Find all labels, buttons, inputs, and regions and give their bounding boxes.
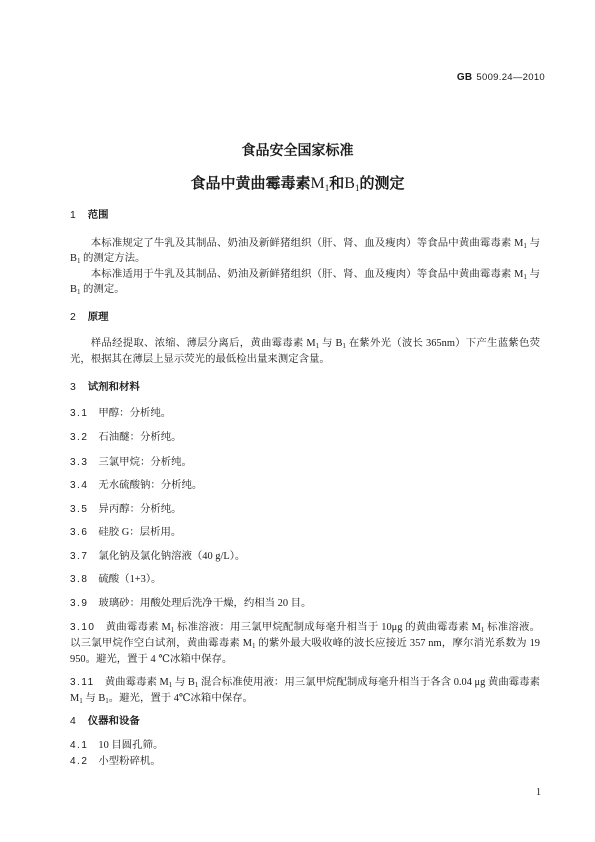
- clause-text: 950。避光，置于 4 ℃冰箱中保存。: [70, 654, 233, 665]
- subscript: 1: [168, 681, 173, 689]
- section-heading-principle: [70, 311, 540, 325]
- scope-para1-line1: [70, 237, 540, 251]
- paragraph-text: 光，根据其在薄层上显示荧光的最低检出量来测定含量。: [70, 354, 330, 365]
- subscript: 1: [252, 642, 256, 650]
- title-text: M: [310, 175, 325, 192]
- clause-number: 3.10: [70, 622, 96, 633]
- clause-item: [70, 503, 540, 517]
- clause-number: 3.9: [70, 598, 89, 609]
- scope-para1-line2: [70, 252, 540, 266]
- clause-item-line1: [70, 676, 540, 690]
- section-title: 仪器和设备: [87, 716, 140, 727]
- clause-text: 以三氯甲烷作空白试剂，黄曲霉毒素 M: [70, 638, 253, 649]
- clause-item-line2: [70, 692, 540, 706]
- clause-number: 3.6: [70, 527, 89, 538]
- section-number: 4: [70, 716, 76, 727]
- clause-text: 异丙醇：分析纯。: [98, 504, 182, 515]
- clause-text: 的紫外最大吸收峰的波长应接近 357 nm，摩尔消光系数为 19: [255, 638, 540, 649]
- clause-text: 标准溶液：用三氯甲烷配制成每毫升相当于 10μg 的黄曲霉毒素 M: [174, 622, 481, 633]
- clause-item: [70, 573, 540, 587]
- clause-number: 3.7: [70, 551, 89, 562]
- page-number: 1: [536, 787, 541, 798]
- clause-text: 玻璃砂：用酸处理后洗净干燥，约相当 20 目。: [98, 598, 312, 609]
- subscript: 1: [480, 626, 485, 634]
- subscript: 1: [523, 242, 527, 250]
- clause-item: [70, 479, 540, 493]
- title-text: 食品中黄曲霉毒素: [190, 175, 311, 192]
- clause-text: 小型粉碎机。: [98, 756, 161, 767]
- principle-para-line1: [70, 337, 540, 351]
- section-number: 2: [70, 312, 76, 323]
- clause-text: 硫酸（1+3）。: [98, 574, 162, 585]
- paragraph-text: 的测定方法。: [80, 253, 146, 264]
- paragraph-text: 与: [526, 269, 540, 280]
- clause-text: 石油醚：分析纯。: [98, 432, 182, 443]
- section-title: 试剂和材料: [87, 382, 140, 393]
- clause-text: 与 B: [82, 693, 106, 704]
- section-number: 3: [70, 382, 76, 393]
- paragraph-text: B: [70, 284, 77, 295]
- clause-text: 10 目圆孔筛。: [98, 740, 164, 751]
- paragraph-text: 与 B: [319, 338, 343, 349]
- scope-para2-line2: [70, 283, 540, 297]
- paragraph-text: 样品经提取、浓缩、薄层分离后，黄曲霉毒素 M: [90, 338, 316, 349]
- section-heading-apparatus: [70, 715, 540, 729]
- subscript: 1: [523, 273, 527, 281]
- subscript: 1: [342, 342, 346, 350]
- subscript: 1: [76, 257, 81, 265]
- clause-item: [70, 755, 540, 769]
- clause-item-line1: [70, 621, 540, 635]
- standard-code-number: 5009.24—2010: [476, 72, 545, 83]
- clause-number: 3.3: [70, 457, 89, 468]
- clause-number: 3.8: [70, 574, 89, 585]
- clause-number: 3.1: [70, 408, 89, 419]
- section-title: 范围: [87, 210, 109, 221]
- subscript: 1: [354, 183, 360, 193]
- clause-text: 三氯甲烷：分析纯。: [98, 457, 192, 468]
- clause-item: [70, 431, 540, 445]
- clause-number: 4.1: [70, 740, 89, 751]
- subscript: 1: [315, 342, 320, 350]
- clause-item: [70, 456, 540, 470]
- section-heading-reagents: [70, 381, 540, 395]
- clause-text: 黄曲霉毒素 M: [104, 677, 169, 688]
- clause-text: 甲醇：分析纯。: [98, 408, 172, 419]
- paragraph-text: 本标准适用于牛乳及其制品、奶油及新鲜猪组织（肝、肾、血及瘦肉）等食品中黄曲霉毒素 M: [90, 269, 524, 280]
- clause-item-line2: [70, 637, 540, 651]
- principle-para-line2: [70, 353, 540, 367]
- paragraph-text: B: [70, 253, 77, 264]
- clause-number: 4.2: [70, 756, 89, 767]
- clause-item: [70, 550, 540, 564]
- document-title-sub: [0, 174, 595, 194]
- clause-item: [70, 739, 540, 753]
- subscript: 1: [324, 183, 330, 193]
- paragraph-text: 的测定。: [80, 284, 125, 295]
- standard-code: [457, 71, 545, 85]
- subscript: 1: [105, 697, 109, 705]
- clause-text: 与 B: [172, 677, 195, 688]
- clause-text: 。避光，置于 4℃冰箱中保存。: [108, 693, 253, 704]
- clause-number: 3.4: [70, 480, 89, 491]
- clause-text: 硅胶 G：层析用。: [98, 527, 182, 538]
- clause-text: 黄曲霉毒素 M: [105, 622, 171, 633]
- clause-text: 混合标准使用液：用三氯甲烷配制成每毫升相当于各含 0.04 μg 黄曲霉毒素: [198, 677, 540, 688]
- clause-text: 氯化钠及氯化钠溶液（40 g/L）。: [98, 551, 246, 562]
- standard-code-prefix: GB: [456, 72, 473, 83]
- section-number: 1: [70, 210, 76, 221]
- title-text: 和: [329, 175, 345, 192]
- clause-item: [70, 597, 540, 611]
- paragraph-text: 在紫外光（波长 365nm）下产生蓝紫色荧: [345, 338, 540, 349]
- clause-item: [70, 526, 540, 540]
- title-text: B: [344, 175, 355, 192]
- subscript: 1: [76, 288, 81, 296]
- clause-text: M: [70, 693, 80, 704]
- subscript: 1: [194, 681, 199, 689]
- clause-number: 3.11: [70, 677, 95, 688]
- subscript: 1: [170, 626, 175, 634]
- clause-item: [70, 407, 540, 421]
- section-heading-scope: [70, 209, 540, 223]
- clause-item-line3: [70, 653, 540, 667]
- section-title: 原理: [87, 312, 109, 323]
- clause-number: 3.5: [70, 504, 89, 515]
- clause-number: 3.2: [70, 432, 89, 443]
- document-title-main: 食品安全国家标准: [241, 142, 354, 158]
- subscript: 1: [79, 697, 83, 705]
- title-text: 的测定: [359, 175, 405, 192]
- clause-text: 标准溶液。: [484, 622, 540, 633]
- scope-para2-line1: [70, 268, 540, 282]
- clause-text: 无水硫酸钠：分析纯。: [98, 480, 203, 491]
- paragraph-text: 与: [526, 238, 540, 249]
- paragraph-text: 本标准规定了牛乳及其制品、奶油及新鲜猪组织（肝、肾、血及瘦肉）等食品中黄曲霉毒素 M: [90, 238, 524, 249]
